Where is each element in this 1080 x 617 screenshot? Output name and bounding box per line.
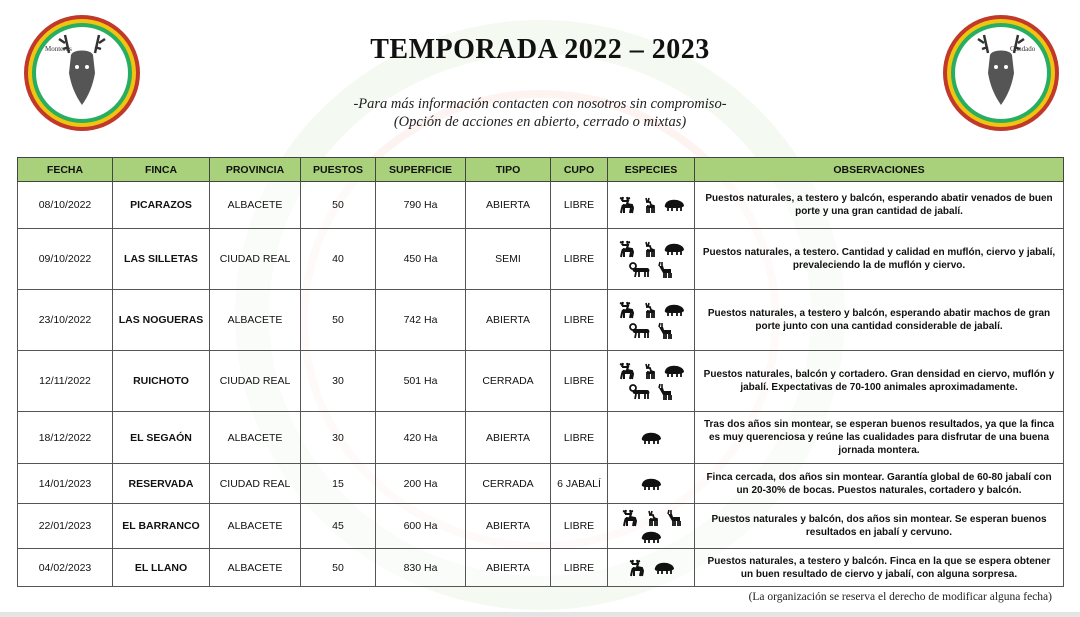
cell-cupo: LIBRE	[551, 549, 608, 587]
doe-icon	[646, 509, 660, 527]
boar-icon	[640, 431, 662, 445]
deer-icon	[617, 301, 637, 319]
logo-text-monteros: Monteros	[45, 45, 72, 53]
cell-tipo: CERRADA	[466, 464, 551, 504]
table-row	[18, 412, 1064, 464]
cell-provincia: CIUDAD REAL	[210, 229, 301, 290]
cell-puestos: 50	[301, 182, 376, 229]
goat-icon	[657, 322, 673, 340]
cell-fecha: 23/10/2022	[18, 290, 113, 351]
cell-fecha: 09/10/2022	[18, 229, 113, 290]
cell-especies	[608, 351, 695, 412]
cell-superficie: 200 Ha	[376, 464, 466, 504]
boar-icon	[640, 530, 662, 544]
cell-cupo: LIBRE	[551, 351, 608, 412]
boar-icon	[663, 364, 685, 378]
cell-finca: EL BARRANCO	[113, 504, 210, 549]
goat-icon	[657, 261, 673, 279]
cell-observaciones: Puestos naturales, a testero y balcón, esperando abatir venados de buen porte y una gran cantidad de jabalí.	[695, 182, 1064, 229]
doe-icon	[643, 196, 657, 214]
table-header-row	[18, 158, 1064, 182]
logo-text-condado: Condado	[1010, 45, 1036, 53]
cell-provincia: ALBACETE	[210, 504, 301, 549]
cell-finca: RUICHOTO	[113, 351, 210, 412]
cell-fecha: 22/01/2023	[18, 504, 113, 549]
cell-cupo: LIBRE	[551, 182, 608, 229]
page-title: TEMPORADA 2022 – 2023	[370, 34, 710, 65]
goat-icon	[666, 509, 682, 527]
cell-puestos: 30	[301, 412, 376, 464]
table-row	[18, 464, 1064, 504]
boar-icon	[640, 477, 662, 491]
cell-especies	[608, 412, 695, 464]
season-table	[17, 157, 1064, 587]
bottom-bar	[0, 612, 1080, 617]
cell-finca: PICARAZOS	[113, 182, 210, 229]
cell-puestos: 50	[301, 290, 376, 351]
deer-icon	[617, 362, 637, 380]
cell-finca: EL SEGAÓN	[113, 412, 210, 464]
boar-icon	[653, 561, 675, 575]
table-row	[18, 229, 1064, 290]
cell-provincia: ALBACETE	[210, 290, 301, 351]
cell-cupo: LIBRE	[551, 229, 608, 290]
cell-cupo: LIBRE	[551, 290, 608, 351]
cell-superficie: 600 Ha	[376, 504, 466, 549]
cell-observaciones: Tras dos años sin montear, se esperan buenos resultados, ya que la finca es muy querenciosa y reúne las cualidades para disfrutar de una buena jornada montera.	[695, 412, 1064, 464]
footer-note: (La organización se reserva el derecho de modificar alguna fecha)	[748, 591, 1052, 603]
table-row	[18, 182, 1064, 229]
cell-observaciones: Puestos naturales, balcón y cortadero. Gran densidad en ciervo, muflón y jabalí. Expectativas de 70-100 animales aproximadamente.	[695, 351, 1064, 412]
column-header-provincia: PROVINCIA	[210, 158, 301, 182]
cell-cupo: LIBRE	[551, 412, 608, 464]
column-header-cupo: CUPO	[551, 158, 608, 182]
cell-tipo: SEMI	[466, 229, 551, 290]
doe-icon	[643, 301, 657, 319]
cell-finca: LAS NOGUERAS	[113, 290, 210, 351]
cell-especies	[608, 182, 695, 229]
cell-provincia: CIUDAD REAL	[210, 351, 301, 412]
cell-observaciones: Puestos naturales, a testero y balcón. Finca en la que se espera obtener un buen resultado de ciervo y jabalí, con alguna sorpresa.	[695, 549, 1064, 587]
doe-icon	[643, 240, 657, 258]
cell-especies	[608, 290, 695, 351]
cell-fecha: 14/01/2023	[18, 464, 113, 504]
cell-tipo: ABIERTA	[466, 504, 551, 549]
cell-tipo: ABIERTA	[466, 412, 551, 464]
cell-provincia: ALBACETE	[210, 549, 301, 587]
cell-especies	[608, 504, 695, 549]
cell-finca: LAS SILLETAS	[113, 229, 210, 290]
cell-cupo: 6 JABALÍ	[551, 464, 608, 504]
cell-finca: EL LLANO	[113, 549, 210, 587]
cell-fecha: 12/11/2022	[18, 351, 113, 412]
deer-icon	[617, 196, 637, 214]
cell-tipo: ABIERTA	[466, 290, 551, 351]
cell-superficie: 830 Ha	[376, 549, 466, 587]
doe-icon	[643, 362, 657, 380]
cell-observaciones: Puestos naturales y balcón, dos años sin montear. Se esperan buenos resultados en jabalí y cervuno.	[695, 504, 1064, 549]
mouflon-icon	[629, 384, 651, 400]
cell-superficie: 501 Ha	[376, 351, 466, 412]
cell-superficie: 742 Ha	[376, 290, 466, 351]
table-row	[18, 504, 1064, 549]
table-row	[18, 290, 1064, 351]
cell-fecha: 04/02/2023	[18, 549, 113, 587]
cell-tipo: ABIERTA	[466, 549, 551, 587]
cell-fecha: 18/12/2022	[18, 412, 113, 464]
cell-provincia: ALBACETE	[210, 182, 301, 229]
table-body	[18, 182, 1064, 587]
column-header-finca: FINCA	[113, 158, 210, 182]
mouflon-icon	[629, 323, 651, 339]
cell-especies	[608, 549, 695, 587]
cell-puestos: 30	[301, 351, 376, 412]
cell-observaciones: Puestos naturales, a testero. Cantidad y calidad en muflón, ciervo y jabalí, prevaleciendo la de muflón y ciervo.	[695, 229, 1064, 290]
column-header-fecha: FECHA	[18, 158, 113, 182]
subtitle-line-1: -Para más información contacten con nosotros sin compromiso-	[353, 96, 727, 112]
boar-icon	[663, 242, 685, 256]
column-header-especies: ESPECIES	[608, 158, 695, 182]
cell-puestos: 45	[301, 504, 376, 549]
mouflon-icon	[629, 262, 651, 278]
cell-puestos: 50	[301, 549, 376, 587]
table-row	[18, 549, 1064, 587]
subtitle-line-2: (Opción de acciones en abierto, cerrado o mixtas)	[393, 114, 687, 130]
deer-icon	[620, 509, 640, 527]
cell-especies	[608, 229, 695, 290]
cell-cupo: LIBRE	[551, 504, 608, 549]
goat-icon	[657, 383, 673, 401]
boar-icon	[663, 198, 685, 212]
cell-provincia: ALBACETE	[210, 412, 301, 464]
column-header-superficie: SUPERFICIE	[376, 158, 466, 182]
table-row	[18, 351, 1064, 412]
cell-tipo: CERRADA	[466, 351, 551, 412]
cell-puestos: 40	[301, 229, 376, 290]
cell-superficie: 420 Ha	[376, 412, 466, 464]
cell-finca: RESERVADA	[113, 464, 210, 504]
cell-superficie: 450 Ha	[376, 229, 466, 290]
cell-fecha: 08/10/2022	[18, 182, 113, 229]
cell-superficie: 790 Ha	[376, 182, 466, 229]
page-subtitle	[0, 95, 1080, 131]
column-header-tipo: TIPO	[466, 158, 551, 182]
deer-icon	[627, 559, 647, 577]
column-header-observaciones: OBSERVACIONES	[695, 158, 1064, 182]
cell-observaciones: Finca cercada, dos años sin montear. Garantía global de 60-80 jabalí con un 20-30% de bocas. Puestos naturales, cortadero y balcón.	[695, 464, 1064, 504]
column-header-puestos: PUESTOS	[301, 158, 376, 182]
cell-observaciones: Puestos naturales, a testero y balcón, esperando abatir machos de gran porte junto con una cantidad considerable de jabalí.	[695, 290, 1064, 351]
cell-provincia: CIUDAD REAL	[210, 464, 301, 504]
boar-icon	[663, 303, 685, 317]
cell-tipo: ABIERTA	[466, 182, 551, 229]
cell-puestos: 15	[301, 464, 376, 504]
deer-icon	[617, 240, 637, 258]
cell-especies	[608, 464, 695, 504]
